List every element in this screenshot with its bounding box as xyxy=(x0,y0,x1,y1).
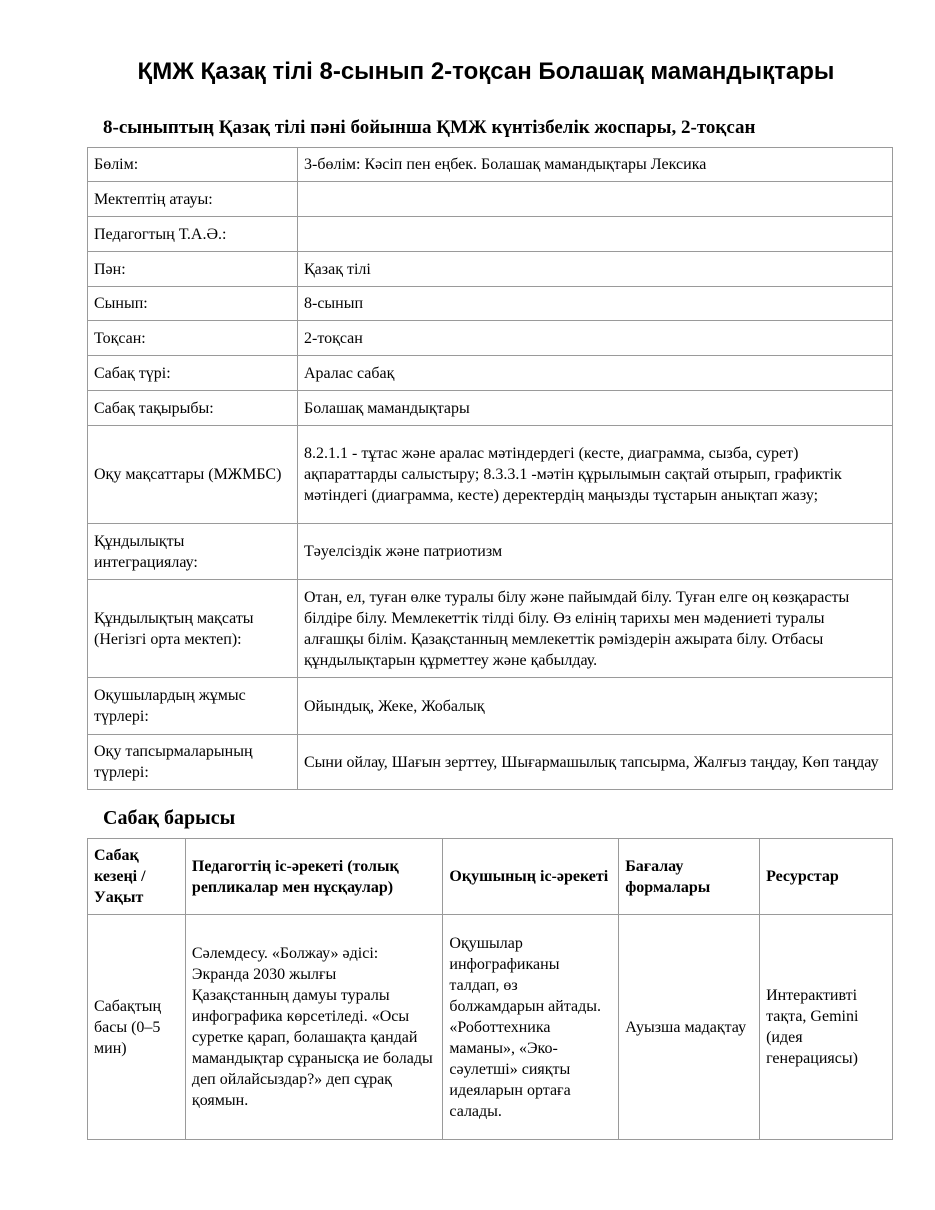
info-value: 8-сынып xyxy=(298,287,893,321)
lesson-table xyxy=(87,838,893,1140)
lesson-header-row xyxy=(88,839,893,915)
info-row xyxy=(88,580,893,678)
header-assessment: Бағалау формалары xyxy=(619,839,760,915)
info-value: Болашақ мамандықтары xyxy=(298,391,893,426)
info-row xyxy=(88,148,893,182)
info-label: Педагогтың Т.А.Ә.: xyxy=(88,217,298,252)
info-label: Пән: xyxy=(88,252,298,287)
info-label: Сынып: xyxy=(88,287,298,321)
info-value xyxy=(298,182,893,217)
lesson-cell-stage: Сабақтың басы (0–5 мин) xyxy=(88,915,186,1140)
lesson-cell-student: Оқушылар инфографиканы талдап, өз болжамдарын айтады. «Роботтехника маманы», «Эко-сәулетші» сияқты идеяларын ортаға салады. xyxy=(443,915,619,1140)
lesson-section-title: Сабақ барысы xyxy=(103,807,236,829)
info-label: Оқу мақсаттары (МЖМБС) xyxy=(88,426,298,524)
info-value: Тәуелсіздік және патриотизм xyxy=(298,524,893,580)
header-teacher-activity: Педагогтің іс-әрекеті (толық репликалар мен нұсқаулар) xyxy=(185,839,442,915)
info-label: Бөлім: xyxy=(88,148,298,182)
lesson-cell-resources: Интерактивті тақта, Gemini (идея генерациясы) xyxy=(760,915,893,1140)
info-row xyxy=(88,356,893,391)
header-resources: Ресурстар xyxy=(760,839,893,915)
info-row xyxy=(88,287,893,321)
info-value: Отан, ел, туған өлке туралы білу және пайымдай білу. Туған елге оң көзқарасты білдіре білу. Мемлекеттік тілді білу. Өз елінің тарихы мен мәдениеті туралы алғашқы білім. Қазақстанның мемлекеттік рәміздерін ажырата білу. Отбасы құндылықтарын құрметтеу және қабылдау. xyxy=(298,580,893,678)
lesson-cell-assessment: Ауызша мадақтау xyxy=(619,915,760,1140)
info-row xyxy=(88,252,893,287)
lesson-cell-teacher: Сәлемдесу. «Болжау» әдісі: Экранда 2030 жылғы Қазақстанның дамуы туралы инфографика көрсетіледі. «Осы суретке қарап, болашақта қандай мамандықтар сұранысқа ие болады деп ойлайсыздар?» деп сұрақ қоямын. xyxy=(185,915,442,1140)
info-value: 2-тоқсан xyxy=(298,321,893,356)
info-row xyxy=(88,524,893,580)
info-value: 8.2.1.1 - тұтас және аралас мәтіндердегі (кесте, диаграмма, сызба, сурет) ақпараттарды салыстыру; 8.3.3.1 -мәтін құрылымын сақтай отырып, графиктік мәтіндегі (диаграмма, кесте) деректердің маңызды тұстарын анықтап жазу; xyxy=(298,426,893,524)
info-label: Сабақ тақырыбы: xyxy=(88,391,298,426)
info-row xyxy=(88,426,893,524)
info-row xyxy=(88,678,893,735)
info-label: Құндылықтың мақсаты (Негізгі орта мектеп): xyxy=(88,580,298,678)
info-row xyxy=(88,321,893,356)
lesson-row xyxy=(88,915,893,1140)
info-value: 3-бөлім: Кәсіп пен еңбек. Болашақ мамандықтары Лексика xyxy=(298,148,893,182)
info-row xyxy=(88,391,893,426)
info-label: Сабақ түрі: xyxy=(88,356,298,391)
info-table xyxy=(87,147,893,790)
info-label: Оқу тапсырмаларының түрлері: xyxy=(88,735,298,790)
info-label: Құндылықты интеграциялау: xyxy=(88,524,298,580)
info-label: Оқушылардың жұмыс түрлері: xyxy=(88,678,298,735)
info-row xyxy=(88,735,893,790)
info-row xyxy=(88,217,893,252)
info-value: Сыни ойлау, Шағын зерттеу, Шығармашылық тапсырма, Жалғыз таңдау, Көп таңдау xyxy=(298,735,893,790)
info-label: Тоқсан: xyxy=(88,321,298,356)
info-value xyxy=(298,217,893,252)
header-student-activity: Оқушының іс-әрекеті xyxy=(443,839,619,915)
info-row xyxy=(88,182,893,217)
plan-subtitle: 8-сыныптың Қазақ тілі пәні бойынша ҚМЖ күнтізбелік жоспары, 2-тоқсан xyxy=(103,117,756,138)
page-title: ҚМЖ Қазақ тілі 8-сынып 2-тоқсан Болашақ мамандықтары xyxy=(137,58,835,85)
info-label: Мектептің атауы: xyxy=(88,182,298,217)
header-stage: Сабақ кезеңі / Уақыт xyxy=(88,839,186,915)
info-value: Аралас сабақ xyxy=(298,356,893,391)
info-value: Қазақ тілі xyxy=(298,252,893,287)
info-value: Ойындық, Жеке, Жобалық xyxy=(298,678,893,735)
